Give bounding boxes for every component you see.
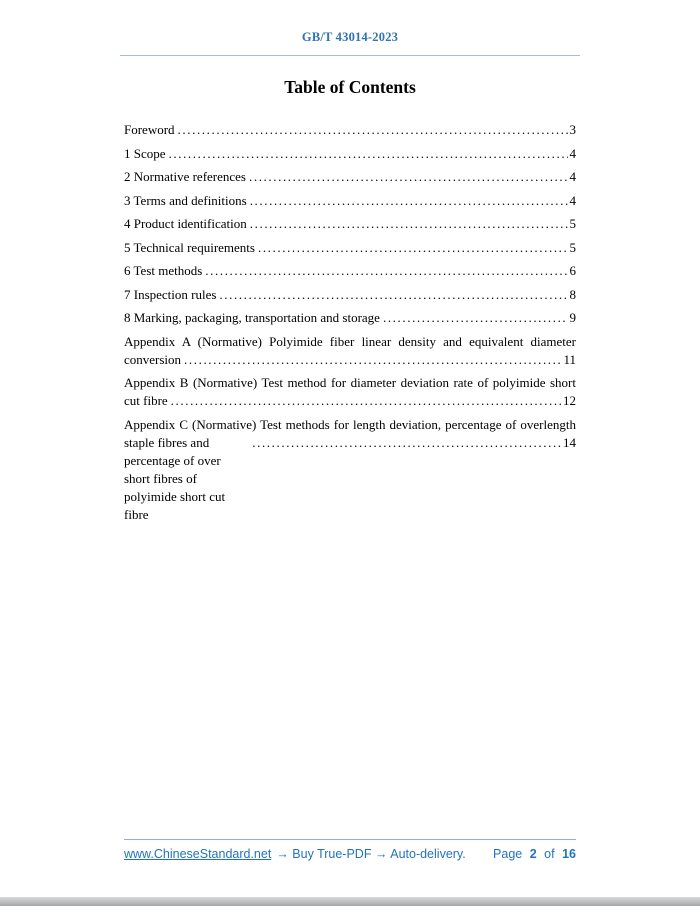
toc-page-number: 5 xyxy=(569,239,576,255)
page-title: Table of Contents xyxy=(284,77,416,97)
toc-entry-label: 8 Marking, packaging, transportation and storage xyxy=(124,310,380,325)
toc-entry-appendix-b xyxy=(124,374,576,410)
toc-entry-label: Appendix C (Normative) Test methods for length deviation, percentage of overlength xyxy=(124,416,576,432)
dot-leader xyxy=(258,239,568,257)
page-bottom-edge xyxy=(0,897,700,906)
of-label: of xyxy=(544,847,555,861)
toc-page-number: 5 xyxy=(569,216,576,231)
dot-leader xyxy=(250,215,568,233)
page-footer xyxy=(124,839,576,861)
toc-page-number: 8 xyxy=(569,286,576,302)
toc-entry-label-continued: staple fibres and percentage of over short fibres of polyimide short cut fibre xyxy=(124,434,226,522)
toc-entry xyxy=(124,168,576,186)
dot-leader xyxy=(169,145,568,163)
toc-entry-label: 6 Test methods xyxy=(124,263,203,278)
toc-entry xyxy=(124,309,576,327)
dot-leader xyxy=(178,121,568,139)
toc-page-number: 9 xyxy=(569,310,576,325)
toc-entry-appendix-c xyxy=(124,416,576,524)
toc-entry-label-continued: cut fibre xyxy=(124,393,168,408)
dot-leader xyxy=(249,168,568,186)
toc-entry-label: Appendix B (Normative) Test method for diameter deviation rate of polyimide short xyxy=(124,375,576,390)
dot-leader xyxy=(250,192,568,210)
toc-entry xyxy=(124,192,576,210)
toc-entry-label: Foreword xyxy=(124,122,175,137)
toc-entry-label: 5 Technical requirements xyxy=(124,239,255,255)
toc-entry-label: 2 Normative references xyxy=(124,169,246,184)
dot-leader xyxy=(184,351,561,369)
toc-page-number: 12 xyxy=(563,393,576,408)
table-of-contents xyxy=(124,121,576,524)
toc-entry xyxy=(124,286,576,304)
dot-leader xyxy=(205,262,567,280)
toc-page-number: 11 xyxy=(563,351,576,367)
footer-left xyxy=(124,847,466,861)
footer-website-link[interactable]: www.ChineseStandard.net xyxy=(124,847,272,861)
toc-entry-appendix-a xyxy=(124,333,576,369)
current-page-number: 2 xyxy=(529,847,537,861)
toc-entry-label: 1 Scope xyxy=(124,145,166,161)
toc-entry xyxy=(124,239,576,257)
toc-page-number: 4 xyxy=(569,192,576,208)
dot-leader xyxy=(171,392,561,410)
toc-entry-label-continued: conversion xyxy=(124,351,182,367)
toc-page-number: 4 xyxy=(569,145,576,161)
toc-page-number: 3 xyxy=(569,122,576,137)
total-page-number: 16 xyxy=(562,847,576,861)
toc-page-number: 4 xyxy=(569,169,576,184)
toc-page-number: 6 xyxy=(569,263,576,278)
toc-entry xyxy=(124,145,576,163)
footer-tagline: → Buy True-PDF → Auto-delivery. xyxy=(276,847,466,861)
doc-number: GB/T 43014-2023 xyxy=(301,30,399,44)
toc-entry-label: 7 Inspection rules xyxy=(124,286,217,302)
dot-leader xyxy=(219,286,567,304)
toc-entry-label: Appendix A (Normative) Polyimide fiber linear density and equivalent diameter xyxy=(124,333,576,349)
dot-leader xyxy=(383,309,568,327)
toc-entry xyxy=(124,262,576,280)
toc-entry xyxy=(124,121,576,139)
page-label: Page xyxy=(493,847,523,861)
toc-page-number: 14 xyxy=(563,434,576,450)
dot-leader xyxy=(252,434,561,524)
toc-entry-label: 4 Product identification xyxy=(124,216,247,231)
page-indicator xyxy=(489,847,576,861)
toc-entry xyxy=(124,215,576,233)
header-divider xyxy=(120,55,580,56)
toc-entry-label: 3 Terms and definitions xyxy=(124,192,247,208)
